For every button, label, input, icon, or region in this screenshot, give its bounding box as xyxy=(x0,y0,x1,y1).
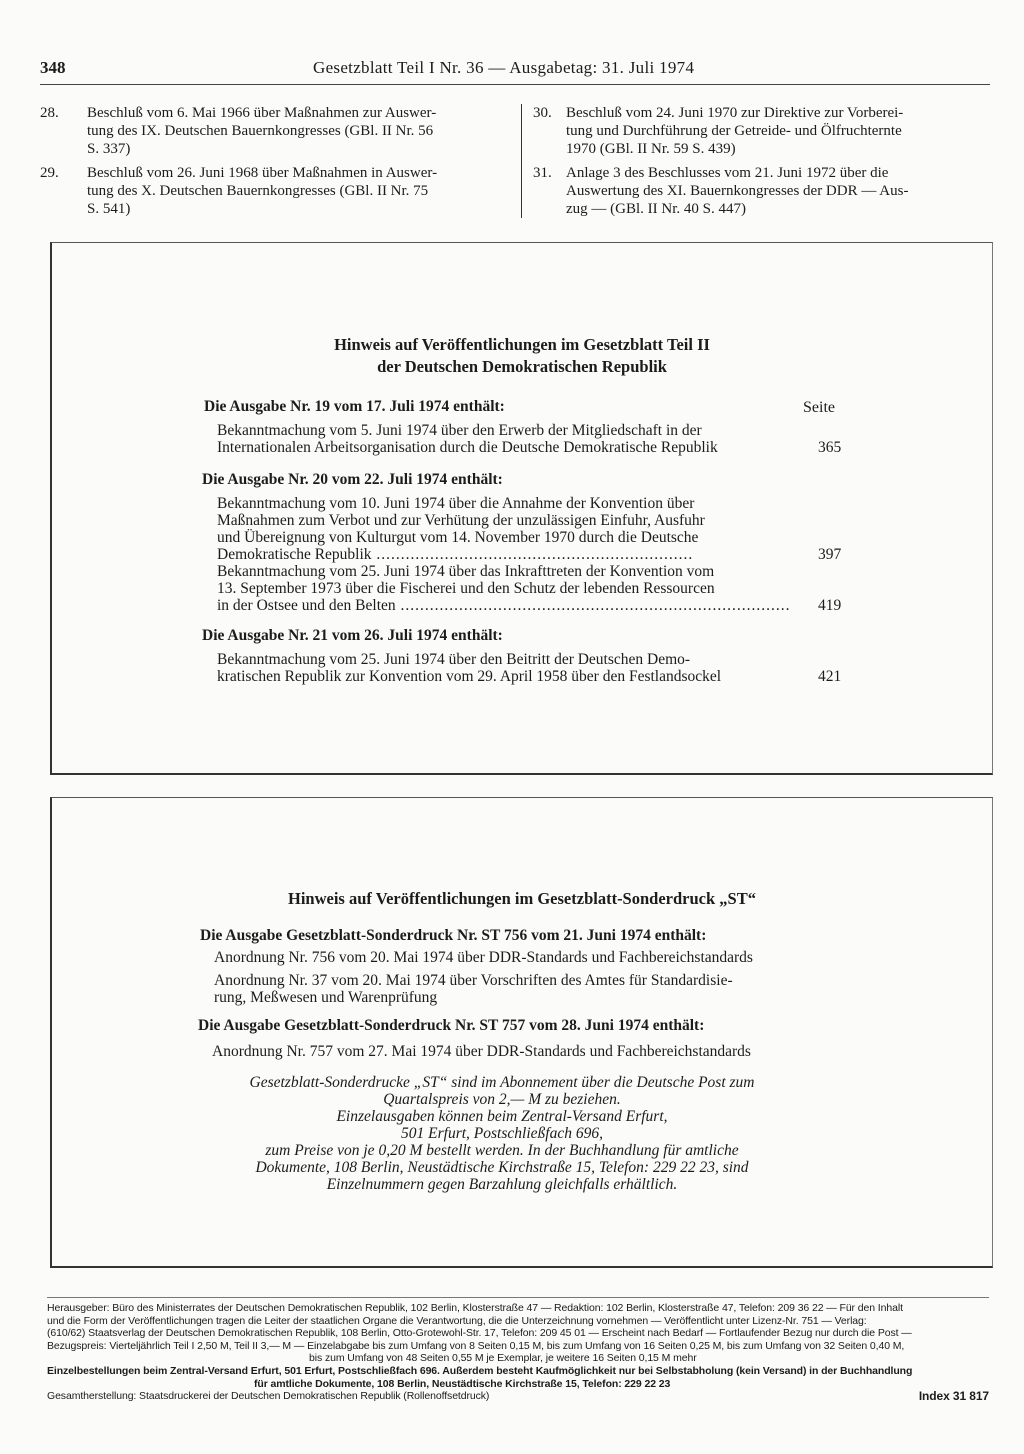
item-number: 31. xyxy=(533,165,552,181)
note-line: Quartalspreis von 2,— M zu beziehen. xyxy=(383,1091,621,1108)
publication-entry xyxy=(214,972,854,1006)
page-reference: 419 xyxy=(818,597,842,614)
item-number: 28. xyxy=(40,105,59,121)
page-number: 348 xyxy=(40,58,66,77)
box-title-line: der Deutschen Demokratischen Republik xyxy=(377,357,667,376)
entry-line: und Übereignung von Kulturgut vom 14. November 1970 durch die Deutsche xyxy=(217,529,699,546)
item-line: tung des X. Deutschen Bauernkongresses (GBl. II Nr. 75 xyxy=(87,183,429,199)
note-line: zum Preise von je 0,20 M bestellt werden. In der Buchhandlung für amtliche xyxy=(265,1142,739,1159)
issue-heading: Die Ausgabe Gesetzblatt-Sonderdruck Nr. ST 756 vom 21. Juni 1974 enthält: xyxy=(200,927,707,944)
publication-entry xyxy=(217,495,807,563)
footer-line: (610/62) Staatsverlag der Deutschen Demokratischen Republik, 108 Berlin, Otto-Grotewohl-Str. 17, Telefon: 209 45 01 — Erscheint nach Bedarf — Fortlaufender Bezug nur durch die Post — xyxy=(47,1327,912,1340)
note-line: Gesetzblatt-Sonderdrucke „ST“ sind im Abonnement über die Deutsche Post zum xyxy=(249,1074,755,1091)
item-line: Auswertung des XI. Bauernkongresses der DDR — Aus- xyxy=(566,183,909,199)
entry-line: rung, Meßwesen und Warenprüfung xyxy=(214,989,438,1006)
entry-line: Bekanntmachung vom 25. Juni 1974 über das Inkrafttreten der Konvention vom xyxy=(217,563,715,580)
footer-printer-line: Gesamtherstellung: Staatsdruckerei der Deutschen Demokratischen Republik (Rollenoffsetdruck) xyxy=(47,1390,490,1403)
item-line: S. 337) xyxy=(87,141,131,157)
index-number: Index 31 817 xyxy=(918,1389,989,1404)
publication-entry xyxy=(217,422,807,456)
imprint-footer xyxy=(47,1302,989,1403)
issue-heading: Die Ausgabe Nr. 19 vom 17. Juli 1974 enthält: xyxy=(204,398,505,415)
note-line: Einzelausgaben können beim Zentral-Versand Erfurt, xyxy=(336,1108,668,1125)
item-line: Beschluß vom 24. Juni 1970 zur Direktive zur Vorberei- xyxy=(566,105,904,121)
item-line: Beschluß vom 6. Mai 1966 über Maßnahmen zur Auswer- xyxy=(87,105,437,121)
seite-label: Seite xyxy=(803,399,835,416)
footer-line: Bezugspreis: Vierteljährlich Teil I 2,50 M, Teil II 3,— M — Einzelabgabe bis zum Umfang von 8 Seiten 0,15 M, bis zum Umfang von 16 Seiten 0,25 M, bis zum Umfang von 32 Seiten 0,40 M, xyxy=(47,1339,905,1352)
list-right-column xyxy=(533,104,993,222)
item-line: S. 541) xyxy=(87,201,131,217)
subscription-note xyxy=(92,1074,912,1193)
item-number: 30. xyxy=(533,105,552,121)
footer-rule xyxy=(47,1297,989,1298)
column-divider xyxy=(521,104,522,218)
item-line: 1970 (GBl. II Nr. 59 S. 439) xyxy=(566,141,736,157)
entry-line: Bekanntmachung vom 25. Juni 1974 über den Beitritt der Deutschen Demo- xyxy=(217,651,691,668)
note-line: Einzelnummern gegen Barzahlung gleichfalls erhältlich. xyxy=(326,1176,678,1193)
entry-line: Internationalen Arbeitsorganisation durch die Deutsche Demokratische Republik xyxy=(217,439,718,456)
leader-dots: ................................................................................ xyxy=(395,597,791,614)
issue-heading: Die Ausgabe Nr. 20 vom 22. Juli 1974 enthält: xyxy=(202,471,503,488)
entry-line: in der Ostsee und den Belten xyxy=(217,597,396,614)
header-rule xyxy=(40,84,990,85)
footer-line: und die Form der Veröffentlichungen tragen die Leiter der staatlichen Organe die Verantwortung, die die Unterzeichnung vornehmen — Veröffentlicht unter Lizenz-Nr. 751 — Verlag: xyxy=(47,1314,867,1327)
footer-line: Herausgeber: Büro des Ministerrates der Deutschen Demokratischen Republik, 102 Berlin, Klosterstraße 47 — Redaktion: 102 Berlin, Klosterstraße 47, Telefon: 209 36 22 — Für den Inhalt xyxy=(47,1302,903,1314)
footer-line: bis zum Umfang von 48 Seiten 0,55 M je Exemplar, je weitere 16 Seiten 0,15 M mehr xyxy=(309,1352,697,1365)
box-title-line: Hinweis auf Veröffentlichungen im Gesetzblatt Teil II xyxy=(334,335,710,354)
entry-line: Bekanntmachung vom 5. Juni 1974 über den Erwerb der Mitgliedschaft in der xyxy=(217,422,702,439)
publication-entry: Anordnung Nr. 756 vom 20. Mai 1974 über DDR-Standards und Fachbereichstandards xyxy=(214,949,753,966)
notice-box-sonderdruck xyxy=(50,797,993,1268)
entry-line: Demokratische Republik xyxy=(217,546,372,563)
publication-entry: Anordnung Nr. 757 vom 27. Mai 1974 über DDR-Standards und Fachbereichstandards xyxy=(212,1043,751,1060)
publication-entry xyxy=(217,563,807,614)
item-line: Anlage 3 des Beschlusses vom 21. Juni 1972 über die xyxy=(566,165,889,181)
item-number: 29. xyxy=(40,165,59,181)
leader-dots: ................................................................. xyxy=(371,546,694,563)
page-reference: 365 xyxy=(818,439,842,456)
note-line: 501 Erfurt, Postschließfach 696, xyxy=(401,1125,603,1142)
footer-order-line: Einzelbestellungen beim Zentral-Versand Erfurt, 501 Erfurt, Postschließfach 696. Außerdem besteht Kaufmöglichkeit nur bei Selbstabholung (kein Versand) in der Buchhandlung xyxy=(47,1364,913,1377)
entry-line: Anordnung Nr. 37 vom 20. Mai 1974 über Vorschriften des Amtes für Standardisie- xyxy=(214,972,733,989)
publication-entry xyxy=(217,651,807,685)
page-reference: 421 xyxy=(818,668,842,685)
issue-heading: Die Ausgabe Gesetzblatt-Sonderdruck Nr. ST 757 vom 28. Juni 1974 enthält: xyxy=(198,1017,705,1034)
item-line: tung und Durchführung der Getreide- und Ölfruchternte xyxy=(566,123,902,139)
entry-line: Maßnahmen zum Verbot und zur Verhütung der unzulässigen Einfuhr, Ausfuhr xyxy=(217,512,705,529)
entry-line: kratischen Republik zur Konvention vom 29. April 1958 über den Festlandsockel xyxy=(217,668,722,685)
item-line: tung des IX. Deutschen Bauernkongresses (GBl. II Nr. 56 xyxy=(87,123,434,139)
page-reference: 397 xyxy=(818,546,842,563)
entry-line: Bekanntmachung vom 10. Juni 1974 über die Annahme der Konvention über xyxy=(217,495,695,512)
entry-line: 13. September 1973 über die Fischerei und den Schutz der lebenden Ressourcen xyxy=(217,580,715,597)
footer-order-line: für amtliche Dokumente, 108 Berlin, Neustädtische Kirchstraße 15, Telefon: 229 22 23 xyxy=(254,1377,671,1390)
running-header: Gesetzblatt Teil I Nr. 36 — Ausgabetag: 31. Juli 1974 xyxy=(313,58,695,77)
note-line: Dokumente, 108 Berlin, Neustädtische Kirchstraße 15, Telefon: 229 22 23, sind xyxy=(255,1159,749,1176)
box-title: Hinweis auf Veröffentlichungen im Gesetzblatt-Sonderdruck „ST“ xyxy=(288,889,756,908)
item-line: Beschluß vom 26. Juni 1968 über Maßnahmen in Auswer- xyxy=(87,165,438,181)
list-left-column xyxy=(40,104,510,222)
item-line: zug — (GBl. II Nr. 40 S. 447) xyxy=(566,201,746,217)
notice-box-teil-ii xyxy=(50,242,993,775)
issue-heading: Die Ausgabe Nr. 21 vom 26. Juli 1974 enthält: xyxy=(202,627,503,644)
